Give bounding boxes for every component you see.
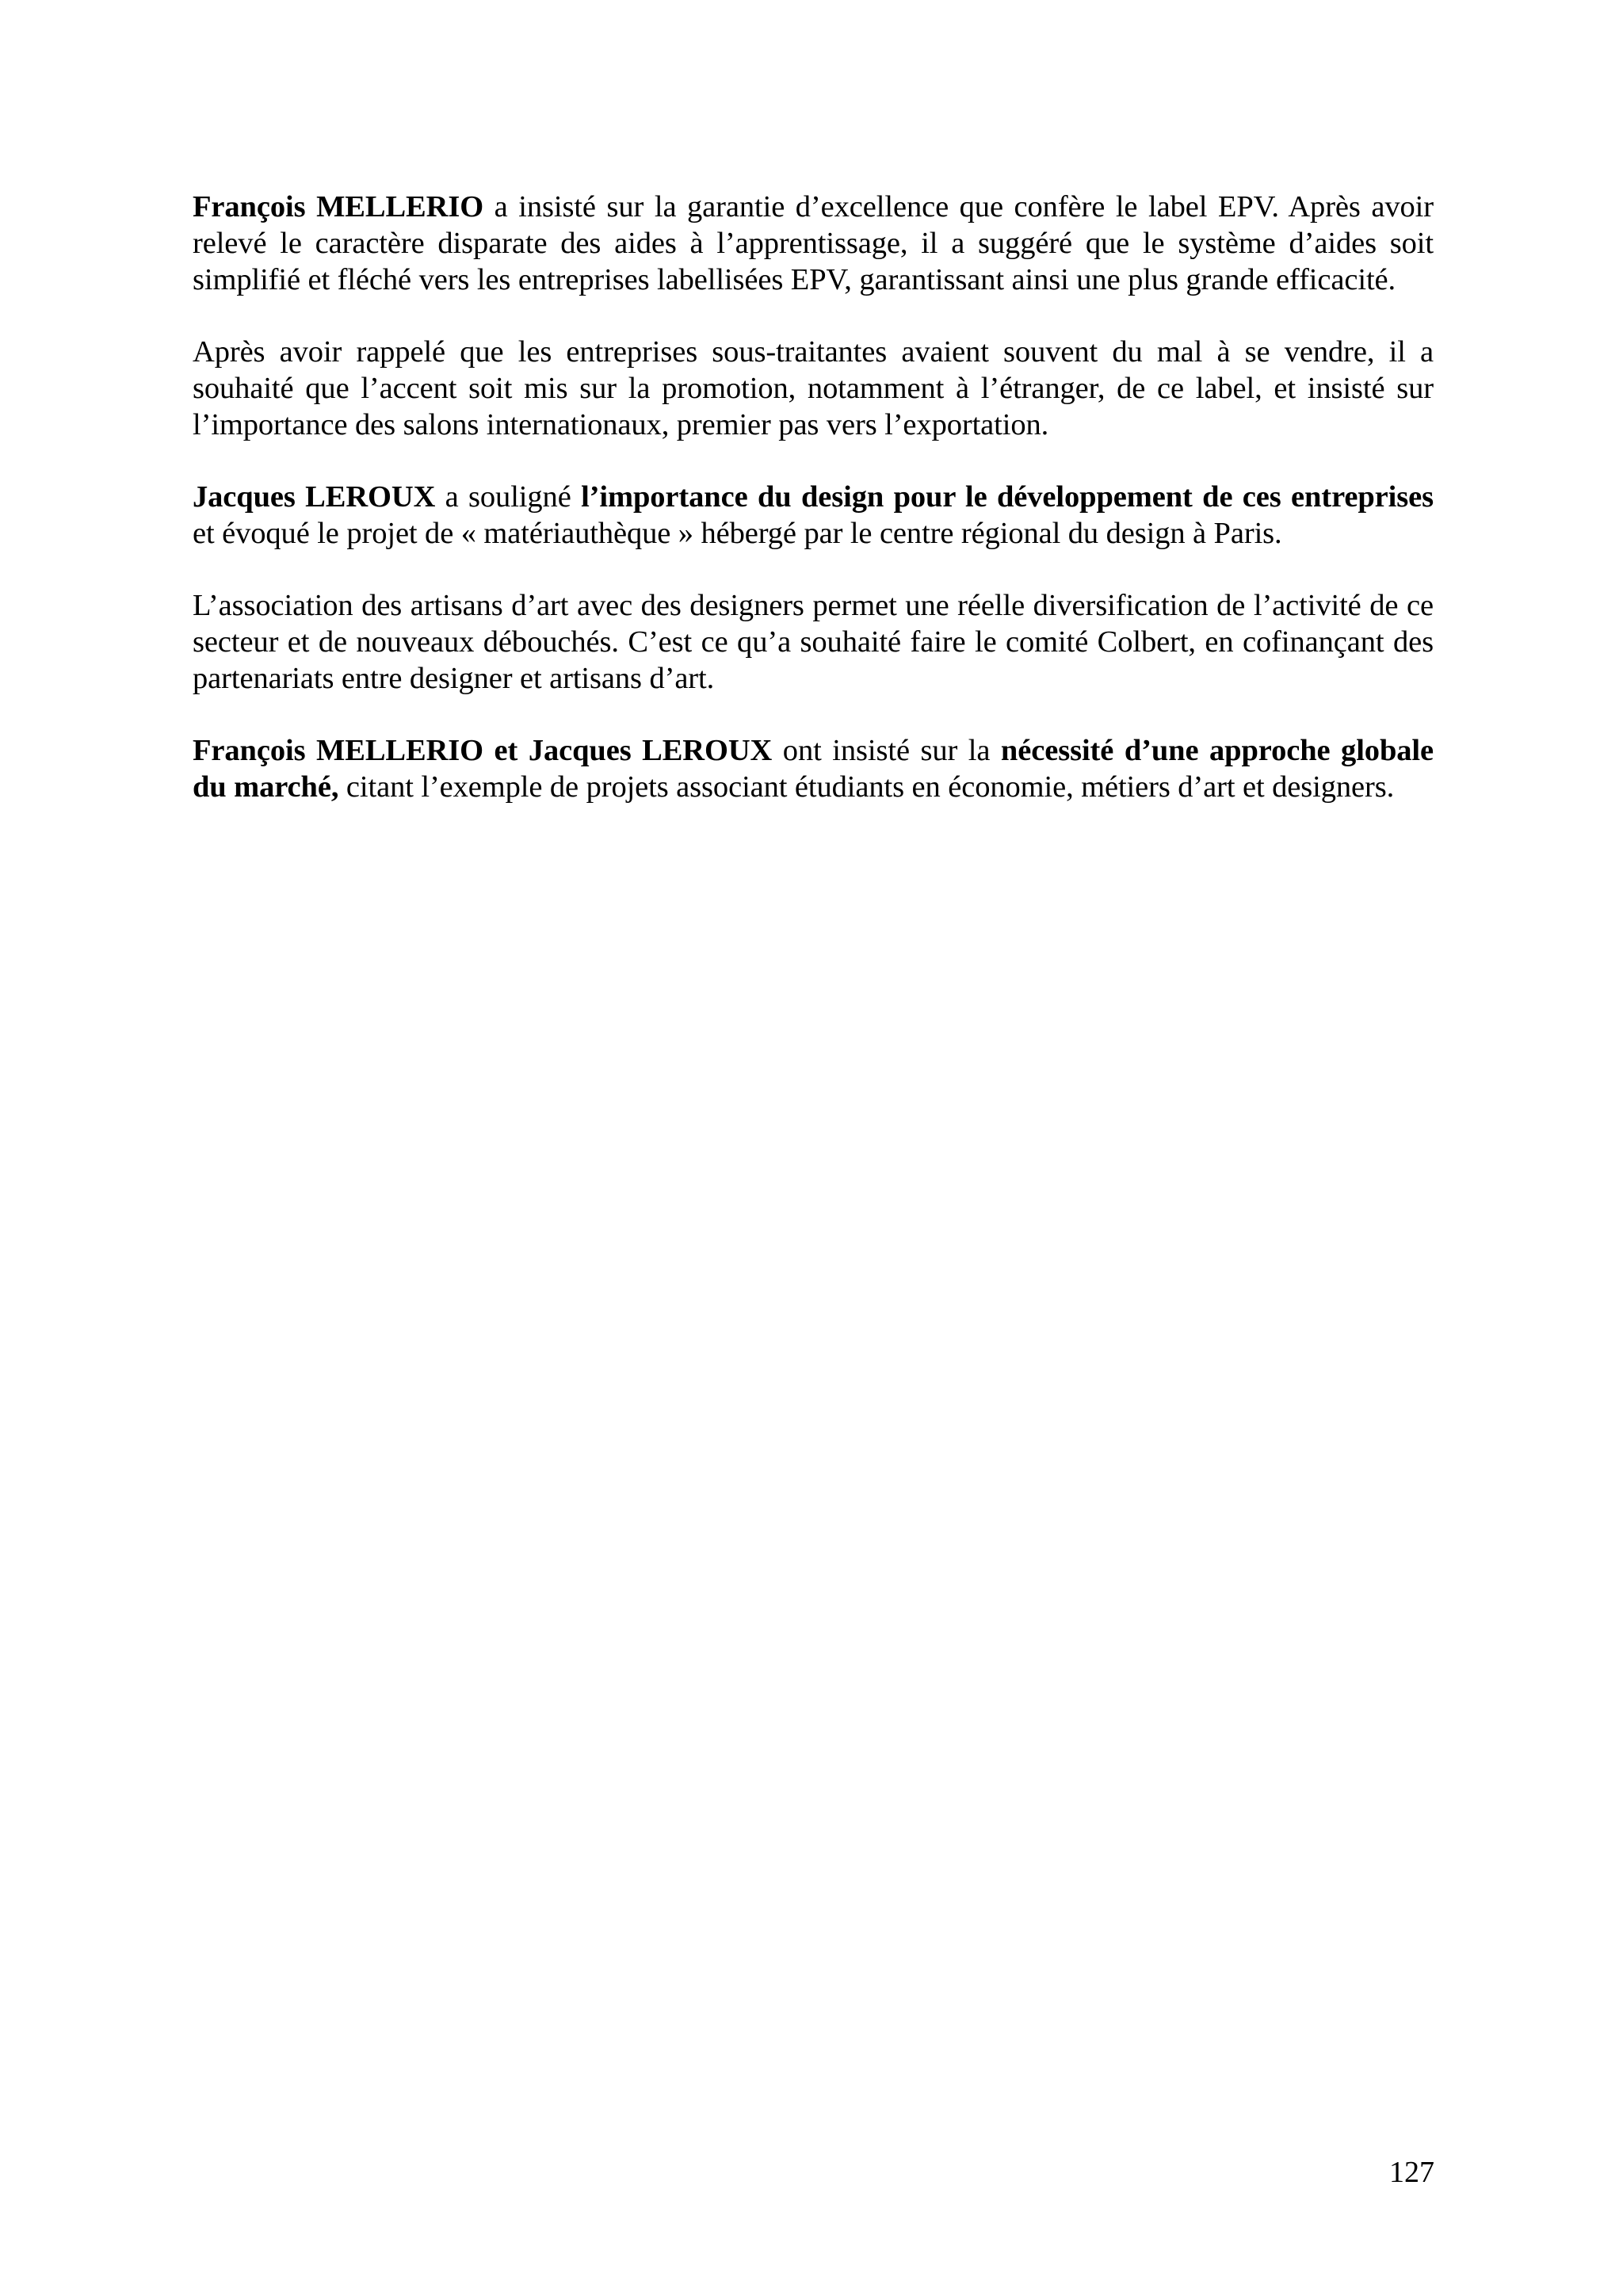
paragraph-artisans-designers <box>193 587 1434 697</box>
emphasis-text: nécessité d’une approche globale du marché, <box>193 734 1434 804</box>
paragraph-text: a souligné <box>435 480 582 514</box>
speaker-name: François MELLERIO <box>193 190 484 223</box>
document-body <box>193 189 1434 841</box>
emphasis-text: l’importance du design pour le développement de ces entreprises <box>581 480 1434 514</box>
paragraph-text: citant l’exemple de projets associant étudiants en économie, métiers d’art et designers. <box>338 770 1395 804</box>
page-number: 127 <box>1389 2156 1434 2189</box>
paragraph-text: ont insisté sur la <box>772 734 1001 767</box>
paragraph-promotion-label <box>193 334 1434 443</box>
paragraph-leroux-design <box>193 479 1434 552</box>
speaker-names: François MELLERIO et Jacques LEROUX <box>193 734 773 767</box>
paragraph-mellerio-epv <box>193 189 1434 298</box>
paragraph-global-approach <box>193 732 1434 805</box>
speaker-name: Jacques LEROUX <box>193 480 436 514</box>
paragraph-text: et évoqué le projet de « matériauthèque » hébergé par le centre régional du design à Paris. <box>193 517 1282 550</box>
paragraph-text: a insisté sur la garantie d’excellence que confère le label EPV. Après avoir relevé le caractère disparate des aides à l’apprentissage, il a suggéré que le système d’aides soit simplifié et fléché vers les entreprises labellisées EPV, garantissant ainsi une plus grande efficacité. <box>193 190 1434 296</box>
paragraph-text: L’association des artisans d’art avec des designers permet une réelle diversification de l’activité de ce secteur et de nouveaux débouchés. C’est ce qu’a souhaité faire le comité Colbert, en cofinançant des partenariats entre designer et artisans d’art. <box>193 589 1434 695</box>
paragraph-text: Après avoir rappelé que les entreprises sous-traitantes avaient souvent du mal à se vendre, il a souhaité que l’accent soit mis sur la promotion, notamment à l’étranger, de ce label, et insisté sur l’importance des salons internationaux, premier pas vers l’exportation. <box>193 335 1434 441</box>
